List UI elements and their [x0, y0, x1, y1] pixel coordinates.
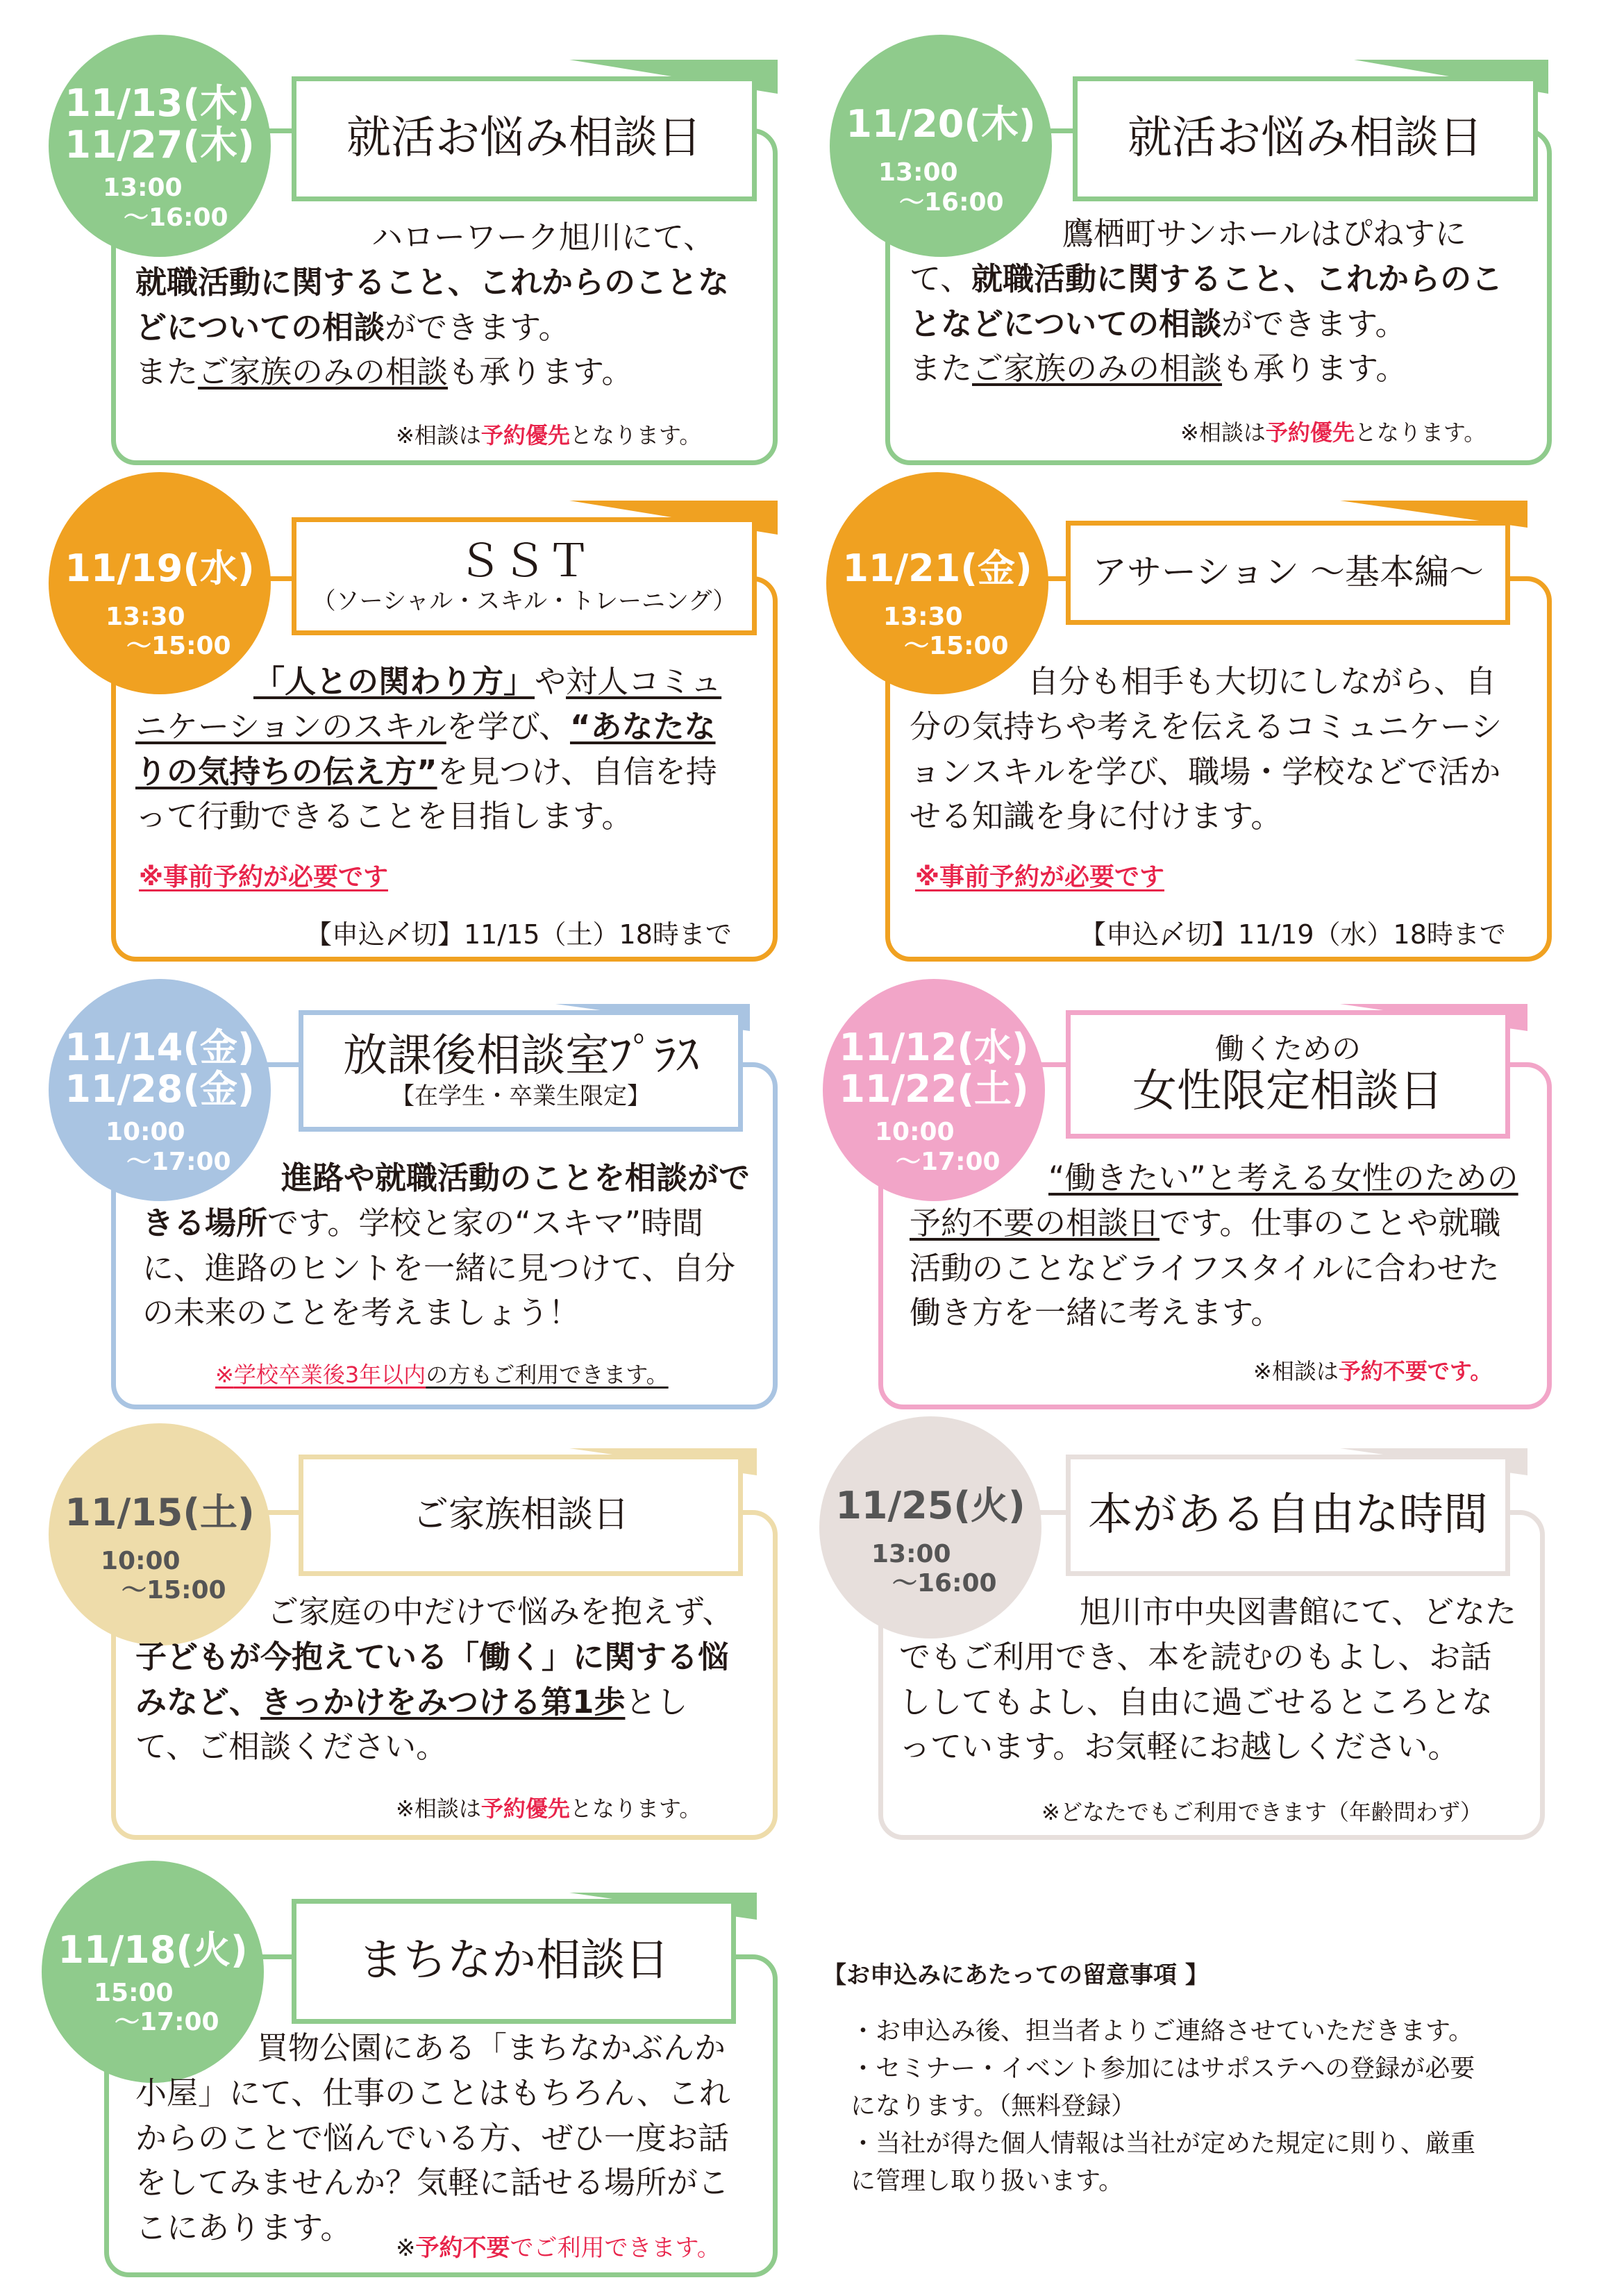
event-description: 「人との関わり方」や対人コミュニケーションのスキルを学び、“あなたなりの気持ちの伝え方”を見つけ、自信を持って行動できることを目指します。 — [135, 663, 722, 835]
reservation-note: ※相談は予約優先となります。 — [396, 1795, 702, 1822]
date-line: 11/18(火) — [58, 1928, 248, 1972]
time-end: ～17:00 — [115, 2008, 219, 2036]
time-start: 13:00 — [878, 158, 958, 187]
time-start: 13:00 — [103, 174, 183, 202]
title-box — [1066, 1455, 1510, 1576]
time-start: 15:00 — [94, 1979, 174, 2007]
time-start: 10:00 — [875, 1118, 955, 1146]
application-deadline: 【申込〆切】11/15（土）18時まで — [305, 919, 732, 950]
application-notice — [823, 1958, 1559, 2200]
event-description: ご家庭の中だけで悩みを抱えず、子どもが今抱えている「働く」に関する悩みなど、きっかけをみつける第1歩として、ご相談ください。 — [135, 1593, 734, 1766]
reservation-note: ※予約不要でご利用できます。 — [396, 2234, 721, 2262]
title-box — [292, 1899, 736, 2024]
date-line: 11/19(水) — [65, 546, 255, 590]
title-box — [1073, 76, 1538, 201]
reservation-required-note: ※事前予約が必要です — [139, 863, 388, 891]
notice-item: ・当社が得た個人情報は当社が定めた規定に則り、厳重に管理し取り扱います。 — [851, 2129, 1476, 2195]
notice-item: ・お申込み後、担当者よりご連絡させていただきます。 — [851, 2017, 1474, 2045]
date-line: 11/25(火) — [835, 1484, 1026, 1527]
event-title: 女性限定相談日 — [1132, 1065, 1443, 1117]
date-line: 11/28(金) — [65, 1067, 255, 1111]
title-box — [299, 1455, 743, 1576]
date-line: 11/12(水) — [839, 1025, 1029, 1069]
event-title: まちなか相談日 — [358, 1935, 669, 1987]
time-start: 13:30 — [106, 603, 185, 631]
time-end: ～15:00 — [904, 632, 1009, 660]
title-box — [1066, 1010, 1510, 1139]
event-title: 放課後相談室ﾌﾟﾗｽ — [343, 1030, 698, 1082]
date-line: 11/14(金) — [65, 1025, 255, 1069]
event-subtitle: 【在学生・卒業生限定】 — [391, 1082, 651, 1110]
reservation-note: ※相談は予約不要です。 — [1253, 1358, 1493, 1384]
date-line: 11/20(木) — [846, 102, 1036, 146]
time-end: ～15:00 — [126, 632, 231, 660]
event-title: 就活お悩み相談日 — [1128, 112, 1483, 165]
event-subtitle: （ソーシャル・スキル・トレーニング） — [312, 587, 737, 616]
event-description: 鷹栖町サンホールはぴねすにて、就職活動に関すること、これからのことなどについての相談ができます。 またご家族のみの相談も承ります。 — [910, 215, 1503, 387]
event-description: ハローワーク旭川にて、 就職活動に関すること、これからのことなどについての相談ができます。 またご家族のみの相談も承ります。 — [135, 219, 730, 391]
eligibility-note: ※どなたでもご利用できます（年齢問わず） — [1041, 1799, 1482, 1825]
event-description: 進路や就職活動のことを相談ができる場所です。学校と家の“スキマ”時間に、進路のヒントを一緒に見つけて、自分の未来のことを考えましょう！ — [142, 1159, 751, 1332]
notice-item: ・セミナー・イベント参加にはサポステへの登録が必要になります。（無料登録） — [851, 2054, 1475, 2120]
event-subtitle: 働くための — [1214, 1031, 1361, 1066]
date-line: 11/15(土) — [65, 1491, 255, 1534]
notice-heading: 【お申込みにあたっての留意事項 】 — [823, 1961, 1209, 1989]
title-box — [1066, 521, 1510, 625]
eligibility-note: ※学校卒業後3年以内の方もご利用できます。 — [215, 1361, 669, 1388]
date-line: 11/21(金) — [842, 546, 1032, 590]
time-start: 13:00 — [871, 1540, 951, 1568]
event-title: ご家族相談日 — [412, 1493, 629, 1536]
time-end: ～16:00 — [124, 203, 228, 232]
time-end: ～16:00 — [899, 188, 1004, 217]
time-end: ～17:00 — [126, 1148, 231, 1176]
title-box — [292, 517, 757, 635]
event-description: 自分も相手も大切にしながら、自分の気持ちや考えを伝えるコミュニケーションスキルを学び、職場・学校などで活かせる知識を身に付けます。 — [910, 663, 1502, 835]
time-start: 10:00 — [101, 1547, 181, 1575]
event-title: 就活お悩み相談日 — [346, 112, 702, 165]
reservation-required-note: ※事前予約が必要です — [915, 863, 1164, 891]
reservation-note: ※相談は予約優先となります。 — [1180, 419, 1487, 446]
time-end: ～16:00 — [892, 1569, 997, 1598]
reservation-note: ※相談は予約優先となります。 — [396, 422, 702, 449]
event-description: “働きたい”と考える女性のための予約不要の相談日です。仕事のことや就職活動のことなどライフスタイルに合わせた働き方を一緒に考えます。 — [910, 1159, 1518, 1332]
time-end: ～17:00 — [896, 1148, 1001, 1176]
event-description: 旭川市中央図書館にて、どなたでもご利用でき、本を読むのもよし、お話ししてもよし、自由に過ごせるところとなっています。お気軽にお越しください。 — [899, 1593, 1517, 1766]
title-box — [292, 76, 757, 201]
time-end: ～15:00 — [122, 1576, 226, 1604]
date-line: 11/13(木) — [65, 81, 255, 125]
event-title: 本がある自由な時間 — [1088, 1489, 1488, 1541]
event-description: 買物公園にある「まちなかぶんか小屋」にて、仕事のことはもちろん、これからのことで悩んでいる方、ぜひ一度お話をしてみませんか？気軽に話せる場所がここにあります。 — [135, 2029, 730, 2247]
time-start: 13:30 — [883, 603, 963, 631]
time-start: 10:00 — [106, 1118, 185, 1146]
date-line: 11/27(木) — [65, 123, 255, 167]
event-title: ＳＳＴ — [458, 535, 591, 587]
title-box — [299, 1010, 743, 1132]
event-title: アサーション ～基本編～ — [1092, 552, 1484, 593]
date-line: 11/22(土) — [839, 1067, 1029, 1111]
application-deadline: 【申込〆切】11/19（水）18時まで — [1080, 919, 1506, 950]
